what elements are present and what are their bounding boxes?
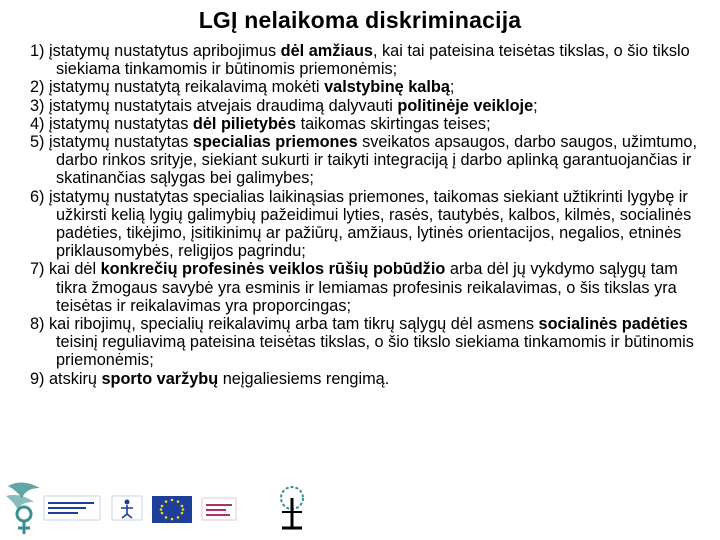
- list-item: [30, 42, 698, 78]
- list-item: [30, 78, 698, 96]
- list-item: [30, 370, 698, 388]
- center-logo-text: [44, 496, 100, 520]
- list-item: [30, 133, 698, 188]
- accessibility-logo: [112, 496, 142, 520]
- item-text: taikomas skirtingas teises;: [296, 114, 491, 133]
- list-item: [30, 97, 698, 115]
- emphasis-text: dėl amžiaus: [280, 42, 373, 60]
- footer-logos: [0, 478, 720, 540]
- item-text: ;: [449, 78, 455, 97]
- equal-opportunities-logo: [6, 482, 40, 534]
- item-text: 9) atskirų: [30, 369, 102, 388]
- item-text: 5) įstatymų nustatytas: [30, 133, 193, 152]
- emphasis-text: specialias priemones: [192, 133, 358, 152]
- item-text: 1) įstatymų nustatytus apribojimus: [30, 42, 281, 60]
- emphasis-text: politinėje veikloje: [397, 96, 534, 115]
- scales-emblem-icon: [281, 487, 303, 528]
- item-text: sveikatos apsaugos, darbo saugos, užimtumo, darbo rinkos srityje, siekiant sukurti ir taikyti integraciją į darbo aplinką garantuojančias ir skatinančias sąlygas bei galimybes;: [56, 133, 697, 188]
- item-text: 6) įstatymų nustatytas specialias laikinąsias priemones, taikomas siekiant užtikrinti lygybę ir užkirsti kelią lygių galimybių pažeidimui lyties, rasės, tautybės, kalbos, kilmės, socialinės padėties, tikėjimo, įsitikinimų ar pažiūrų, amžiaus, lytinės orientacijos, negalios, etninės priklausomybės, religijos pagrindu;: [30, 187, 692, 261]
- item-text: , kai tai pateisina teisėtas tikslas, o šio tikslo siekiama tinkamomis ir būtinomis priemonėmis;: [56, 42, 690, 79]
- item-text: neįgaliesiems rengimą.: [218, 369, 390, 388]
- emphasis-text: valstybinę kalbą: [324, 78, 450, 97]
- item-text: 4) įstatymų nustatytas: [30, 114, 193, 133]
- slide-title: LGĮ nelaikoma diskriminacija: [198, 7, 522, 33]
- emphasis-text: dėl pilietybės: [192, 114, 297, 133]
- list-item: [30, 115, 698, 133]
- emphasis-text: konkrečių profesinės veiklos rūšių pobūdžio: [100, 260, 446, 279]
- discrimination-exceptions-list: [30, 42, 698, 388]
- list-item: [30, 260, 698, 315]
- item-text: teisinį reguliavimą pateisina teisėtas tikslas, o šio tikslo siekiama tinkamomis ir būtinomis priemonėmis;: [56, 333, 694, 370]
- item-text: 3) įstatymų nustatytais atvejais draudimą dalyvauti: [30, 96, 398, 115]
- item-text: 2) įstatymų nustatytą reikalavimą mokėti: [30, 78, 325, 97]
- item-text: arba dėl jų vykdymo sąlygų tam tikra žmogaus savybė yra esminis ir lemiamas profesinis reikalavimas, o šis tikslas yra teisėtas ir reikalavimas yra proporcingas;: [56, 260, 678, 315]
- list-item: [30, 188, 698, 261]
- emphasis-text: sporto varžybų: [101, 369, 219, 388]
- item-text: 8) kai ribojimų, specialių reikalavimų arba tam tikrų sąlygų dėl asmens: [30, 315, 539, 334]
- partner-logo: [202, 498, 236, 520]
- item-text: 7) kai dėl: [30, 260, 101, 279]
- list-item: [30, 315, 698, 370]
- item-text: ;: [533, 96, 538, 115]
- emphasis-text: socialinės padėties: [538, 315, 688, 334]
- eu-flag-icon: [152, 496, 192, 523]
